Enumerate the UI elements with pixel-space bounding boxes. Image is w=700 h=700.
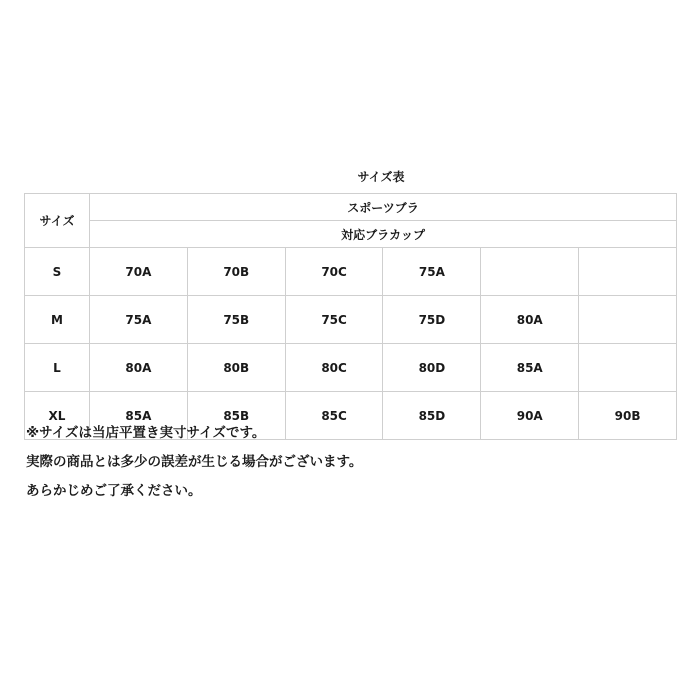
cup-cell: 85A: [481, 344, 579, 392]
table-header-row: [25, 221, 677, 248]
cup-cell: 70A: [90, 248, 188, 296]
cup-cell: 70C: [285, 248, 383, 296]
corner-label: サイズ: [25, 194, 90, 248]
cup-cell: 85D: [383, 392, 481, 440]
size-label: S: [25, 248, 90, 296]
cup-cell: [579, 248, 677, 296]
table-row: [25, 248, 677, 296]
cup-cell: 80C: [285, 344, 383, 392]
notes-block: [26, 419, 362, 506]
cup-cell: 85A: [90, 392, 188, 440]
cup-cell: 75A: [383, 248, 481, 296]
note-line: 実際の商品とは多少の誤差が生じる場合がございます。: [26, 454, 363, 470]
cup-cell: 75D: [383, 296, 481, 344]
size-label: M: [25, 296, 90, 344]
cup-cell: [481, 248, 579, 296]
cup-cell: 70B: [187, 248, 285, 296]
cup-cell: 90B: [579, 392, 677, 440]
size-label: XL: [25, 392, 90, 440]
header-product-name: スポーツブラ: [90, 194, 677, 221]
cup-cell: 75A: [90, 296, 188, 344]
table-row: [25, 344, 677, 392]
cup-cell: 85C: [285, 392, 383, 440]
size-chart-title: サイズ表: [357, 170, 405, 184]
cup-cell: 80A: [90, 344, 188, 392]
cup-cell: 80B: [187, 344, 285, 392]
note-line: ※サイズは当店平置き実寸サイズです。: [26, 425, 266, 441]
cup-cell: [579, 296, 677, 344]
cup-cell: 85B: [187, 392, 285, 440]
size-label: L: [25, 344, 90, 392]
cup-cell: 80A: [481, 296, 579, 344]
table-row: [25, 296, 677, 344]
table-header-row: [25, 194, 677, 221]
cup-cell: 90A: [481, 392, 579, 440]
size-chart-table: [24, 193, 677, 440]
header-cup-label: 対応ブラカップ: [90, 221, 677, 248]
cup-cell: [579, 344, 677, 392]
cup-cell: 75B: [187, 296, 285, 344]
cup-cell: 80D: [383, 344, 481, 392]
cup-cell: 75C: [285, 296, 383, 344]
note-line: あらかじめご了承ください。: [26, 483, 202, 499]
